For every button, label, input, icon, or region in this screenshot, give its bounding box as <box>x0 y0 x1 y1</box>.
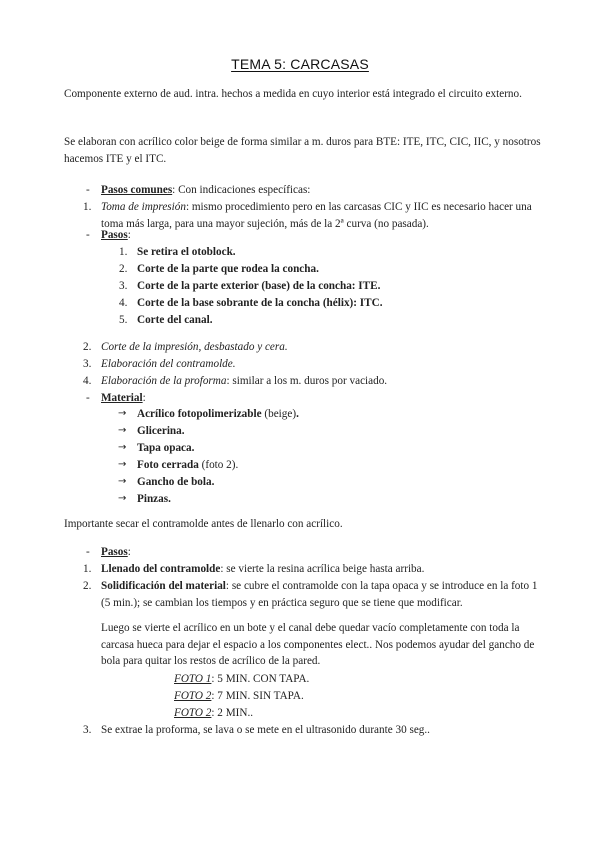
step1-rest: : se vierte la resina acrílica beige hasta arriba. <box>220 563 425 575</box>
item4-rest: : similar a los m. duros por vaciado. <box>226 375 388 387</box>
pasos-rest: : <box>127 229 131 241</box>
list-number: 1. <box>83 201 92 213</box>
sub-step-text: Corte de la parte exterior (base) de la concha: ITE. <box>137 280 381 292</box>
step-number: 1. <box>83 563 92 575</box>
foto-label: FOTO 2 <box>174 690 212 702</box>
pasos2-rest: : <box>127 546 131 558</box>
arrow-icon: → <box>118 493 127 504</box>
item4-italic: Elaboración de la proforma <box>101 375 227 387</box>
item1-rest: : mismo procedimiento pero en las carcasas CIC y IIC es necesario hacer una toma más larga, para una mayor sujeción, más de la 2ª curva (no pasada). <box>101 201 532 230</box>
step3-text: Se extrae la proforma, se lava o se mete en el ultrasonido durante 30 seg.. <box>101 724 430 736</box>
sub-step-number: 4. <box>119 297 128 309</box>
foto-value: : 7 MIN. SIN TAPA. <box>211 690 304 702</box>
step2-detail: Luego se vierte el acrílico en un bote y el canal debe quedar vacío completamente con toda la carcasa hueca para dejar el espacio a los componentes elect.. Nos podemos ayudar del gancho de bola para quitar los restos de acrílico de la pared. <box>101 622 535 668</box>
foto-label: FOTO 2 <box>174 707 212 719</box>
material-rest: : <box>142 392 146 404</box>
sub-step-text: Corte de la base sobrante de la concha (hélix): ITC. <box>137 297 383 309</box>
material-label: Material <box>101 392 143 404</box>
item2-italic: Corte de la impresión, desbastado y cera. <box>101 341 288 353</box>
arrow-icon: → <box>118 459 127 470</box>
intro-paragraph: Componente externo de aud. intra. hechos a medida en cuyo interior está integrado el circuito externo. <box>64 88 522 100</box>
sub-step-number: 2. <box>119 263 128 275</box>
sub-step-text: Se retira el otoblock. <box>137 246 236 258</box>
arrow-icon: → <box>118 476 127 487</box>
foto-label: FOTO 1 <box>174 673 212 685</box>
dash-marker: - <box>86 229 90 241</box>
sub-step-text: Corte del canal. <box>137 314 213 326</box>
material-name: Pinzas. <box>137 493 171 505</box>
pasos-comunes-label: Pasos comunes <box>101 184 173 196</box>
item1-italic: Toma de impresión <box>101 201 186 213</box>
sub-step-number: 1. <box>119 246 128 258</box>
dash-marker: - <box>86 392 90 404</box>
foto-value: : 5 MIN. CON TAPA. <box>211 673 310 685</box>
arrow-icon: → <box>118 442 127 453</box>
arrow-icon: → <box>118 408 127 419</box>
list-number: 3. <box>83 358 92 370</box>
sub-step-number: 3. <box>119 280 128 292</box>
material-name: Acrílico fotopolimerizable <box>137 408 262 420</box>
pasos2-label: Pasos <box>101 546 128 558</box>
important-note: Importante secar el contramolde antes de llenarlo con acrílico. <box>64 518 343 530</box>
list-number: 2. <box>83 341 92 353</box>
step-number: 3. <box>83 724 92 736</box>
arrow-icon: → <box>118 425 127 436</box>
step2-rest: : se cubre el contramolde con la tapa opaca y se introduce en la foto 1 (5 min.); se cambian los tiempos y en práctica seguro que se tiene que modificar. <box>101 580 538 609</box>
material-note: (beige) <box>261 408 297 420</box>
dash-marker: - <box>86 184 90 196</box>
pasos-comunes-rest: : Con indicaciones específicas: <box>172 184 311 196</box>
list-number: 4. <box>83 375 92 387</box>
page-title: TEMA 5: CARCASAS <box>231 56 369 72</box>
step1-bold: Llenado del contramolde <box>101 563 221 575</box>
pasos-label: Pasos <box>101 229 128 241</box>
material-name: Gancho de bola. <box>137 476 215 488</box>
material-name: Glicerina. <box>137 425 185 437</box>
dash-marker: - <box>86 546 90 558</box>
sub-step-text: Corte de la parte que rodea la concha. <box>137 263 319 275</box>
material-note: (foto 2). <box>198 459 239 471</box>
material-end: . <box>296 408 299 420</box>
material-name: Tapa opaca. <box>137 442 195 454</box>
elaboration-paragraph: Se elaboran con acrílico color beige de forma similar a m. duros para BTE: ITE, ITC, CIC, IIC, y nosotros hacemos ITE y el ITC. <box>64 136 541 165</box>
material-name: Foto cerrada <box>137 459 199 471</box>
step2-bold: Solidificación del material <box>101 580 226 592</box>
sub-step-number: 5. <box>119 314 128 326</box>
foto-value: : 2 MIN.. <box>211 707 254 719</box>
step-number: 2. <box>83 580 92 592</box>
item3-italic: Elaboración del contramolde. <box>101 358 236 370</box>
